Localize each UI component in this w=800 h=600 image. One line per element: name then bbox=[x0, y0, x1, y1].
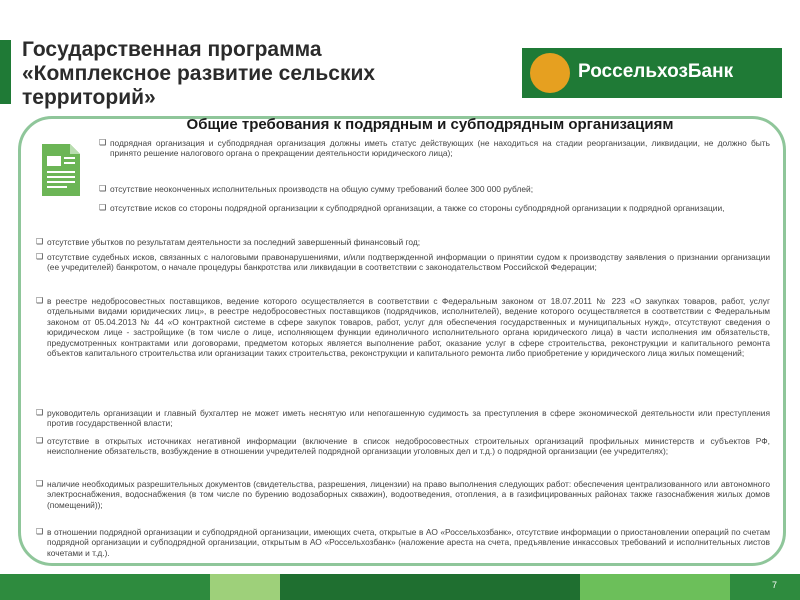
bank-logo-text: РоссельхозБанк bbox=[578, 61, 734, 82]
footer-segment bbox=[730, 574, 800, 600]
title-line: Государственная программа bbox=[22, 38, 322, 61]
page-number: 7 bbox=[772, 580, 778, 590]
list-item bbox=[36, 237, 770, 247]
list-item bbox=[36, 479, 770, 510]
checkbox-bullet-icon: ❑ bbox=[36, 527, 44, 536]
list-item-text: в отношении подрядной организации и субподрядной организации, имеющих счета, открытые в АО «Россельхозбанк», отсутствие информации о приостановлении операций по счетам подрядной организации и субподрядной организации, открытым в АО «Россельхозбанк» (наложение ареста на счета, предъявление инкассовых требований и исполнительных листов кочетами и т.д.). bbox=[47, 527, 770, 558]
list-item-text: наличие необходимых разрешительных документов (свидетельства, разрешения, лицензии) на право выполнения следующих работ: обеспечения централизованного или автономного электроснабжения, водоснабжения (в том числе по бурению водозаборных скважин), водоотведения, отопления, а в газифицированных районах также газоснабжения жилых домов (помещений)); bbox=[47, 479, 770, 510]
title-line: территорий» bbox=[22, 86, 156, 109]
footer-segment bbox=[580, 574, 730, 600]
bank-logo bbox=[522, 48, 782, 98]
checkbox-bullet-icon: ❑ bbox=[99, 138, 107, 147]
list-item bbox=[36, 252, 770, 273]
list-item bbox=[36, 296, 770, 359]
list-item-text: отсутствие убытков по результатам деятельности за последний завершенный финансовый год; bbox=[47, 237, 421, 247]
checkbox-bullet-icon: ❑ bbox=[36, 479, 44, 488]
checkbox-bullet-icon: ❑ bbox=[36, 408, 44, 417]
checkbox-bullet-icon: ❑ bbox=[36, 252, 44, 261]
list-item bbox=[99, 138, 770, 159]
list-item-text: отсутствие судебных исков, связанных с налоговыми правонарушениями, и/или подтвержденной информации о принятии судом к производству заявления о признании организации (ее учредителей) банкротом, о начале процедуры банкротства или ликвидации в соответствии с законодательством Российской Федерации; bbox=[47, 252, 770, 273]
list-item-text: отсутствие в открытых источниках негативной информации (включение в список недобросовестных строительных организаций профильных министерств и субъектов РФ, неисполнение обязательств, возбуждение в отношении учредителей подрядной организации уголовных дел и т.д.) о подрядной организации (ее учредителях); bbox=[47, 436, 770, 457]
list-item bbox=[99, 184, 770, 194]
bank-emblem-icon bbox=[530, 53, 570, 93]
section-heading: Общие требования к подрядным и субподрядным организациям bbox=[186, 116, 674, 133]
list-item-text: подрядная организация и субподрядная организация должны иметь статус действующих (не находиться на стадии реорганизации, ликвидации, не должно быть принято решение налогового органа о прекращении деятельности юридического лица); bbox=[110, 138, 770, 159]
footer-segment bbox=[280, 574, 580, 600]
list-item bbox=[36, 408, 770, 429]
list-item-text: отсутствие неоконченных исполнительных производств на общую сумму требований более 300 000 рублей; bbox=[110, 184, 534, 194]
document-icon bbox=[38, 142, 84, 198]
accent-bar bbox=[0, 40, 11, 104]
page-title bbox=[22, 38, 422, 110]
title-line: «Комплексное развитие сельских bbox=[22, 62, 376, 85]
list-item-text: руководитель организации и главный бухгалтер не может иметь неснятую или непогашенную судимость за преступления в сфере экономической деятельности или преступления против государственной власти; bbox=[47, 408, 770, 429]
checkbox-bullet-icon: ❑ bbox=[36, 436, 44, 445]
checkbox-bullet-icon: ❑ bbox=[36, 237, 44, 246]
checkbox-bullet-icon: ❑ bbox=[99, 184, 107, 193]
footer-stripe bbox=[0, 574, 800, 600]
list-item bbox=[36, 527, 770, 558]
footer-segment bbox=[210, 574, 280, 600]
checkbox-bullet-icon: ❑ bbox=[36, 296, 44, 305]
footer-segment bbox=[0, 574, 210, 600]
list-item bbox=[99, 203, 770, 213]
checkbox-bullet-icon: ❑ bbox=[99, 203, 107, 212]
list-item-text: в реестре недобросовестных поставщиков, ведение которого осуществляется в соответствии с Федеральным законом от 18.07.2011 № 223 «О закупках товаров, работ, услуг отдельными видами юридических лиц», в реестре недобросовестных поставщиков (подрядчиков, исполнителей), ведение которого осуществляется в соответствии с Федеральным законом от 05.04.2013 № 44 «О контрактной системе в сфере закупок товаров, работ, услуг для обеспечения государственных и муниципальных нужд», отсутствуют сведения о юридическом лице - застройщике (в том числе о лице, исполняющем функции единоличного исполнительного органа юридического лица) в части исполнения им обязательств, предусмотренных контрактами или договорами, предметом которых является выполнение работ, оказание услуг в сфере строительства, реконструкции и капитального ремонта объектов капитального строительства или организации таких строительства, реконструкции и капитального ремонта либо приобретение у юридического лица жилых помещений; bbox=[47, 296, 770, 359]
list-item-text: отсутствие исков со стороны подрядной организации к субподрядной организации, а также со стороны субподрядной организации к подрядной организации, bbox=[110, 203, 725, 213]
list-item bbox=[36, 436, 770, 457]
